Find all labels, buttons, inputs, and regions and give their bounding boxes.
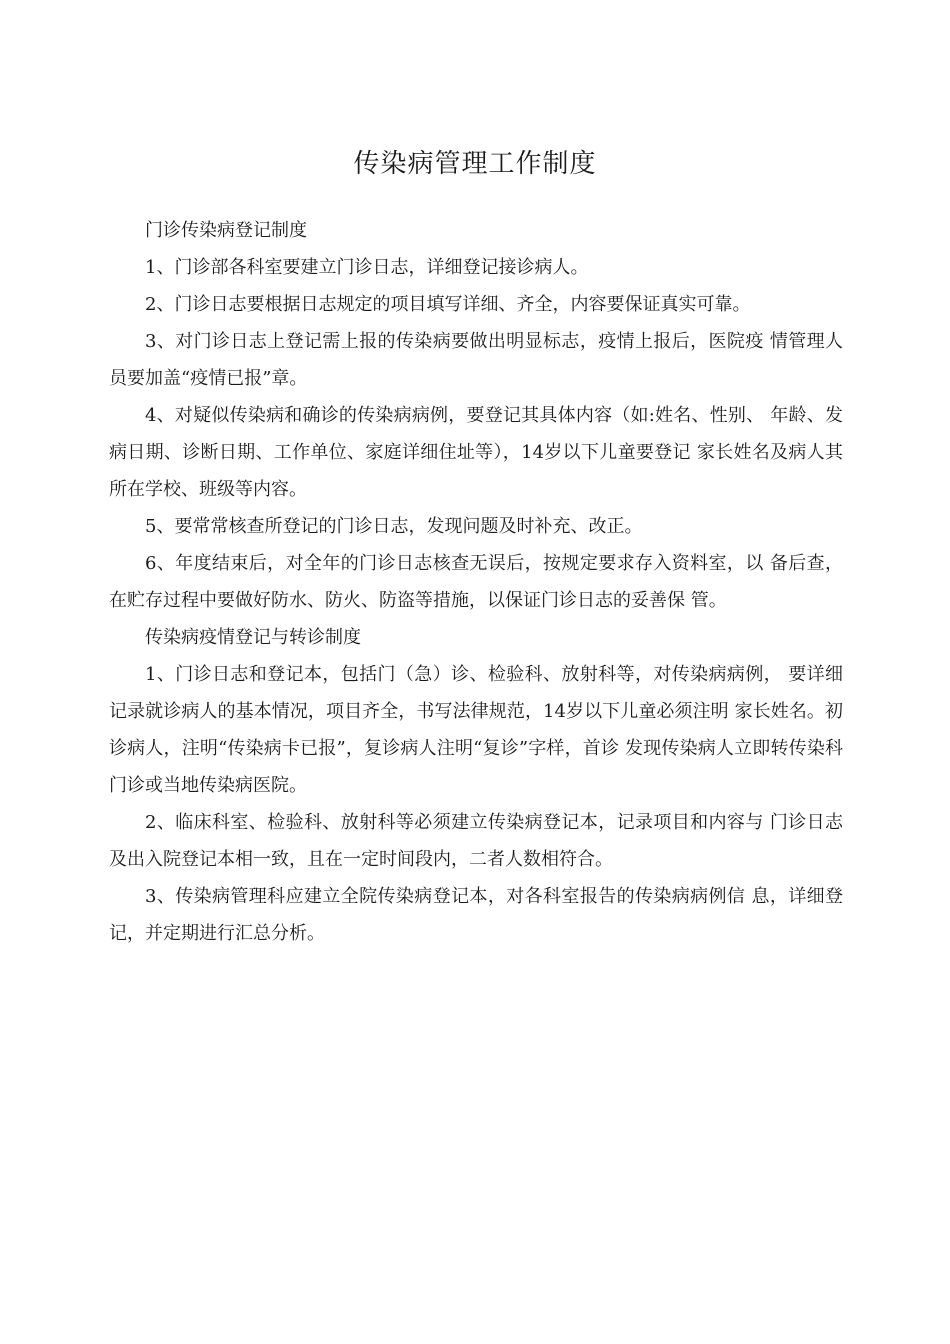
section2-item-1: 1、门诊日志和登记本，包括门（急）诊、检验科、放射科等，对传染病病例， 要详细记录就诊病人的基本情况，项目齐全，书写法律规范，14岁以下儿童必须注明 家长姓名。初诊病人，注明“传染病卡已报”，复诊病人注明“复诊”字样，首诊 发现传染病人立即转传染科门诊或当地传染病医院。 [109, 664, 843, 796]
section1-item-1: 1、门诊部各科室要建立门诊日志，详细登记接诊病人。 [145, 257, 589, 278]
document-title: 传染病管理工作制度 [353, 149, 597, 179]
section-heading-outpatient-registration: 门诊传染病登记制度 [145, 220, 307, 241]
section1-item-2: 2、门诊日志要根据日志规定的项目填写详细、齐全，内容要保证真实可靠。 [145, 294, 751, 315]
section1-item-4: 4、对疑似传染病和确诊的传染病病例，要登记其具体内容（如:姓名、性别、 年龄、发病日期、诊断日期、工作单位、家庭详细住址等），14岁以下儿童要登记 家长姓名及病人其所在学校、班级等内容。 [109, 405, 843, 500]
document-body [109, 212, 843, 952]
section1-item-5: 5、要常常核查所登记的门诊日志，发现问题及时补充、改正。 [145, 516, 643, 537]
section1-item-6: 6、年度结束后，对全年的门诊日志核查无误后，按规定要求存入资料室，以 备后查，在贮存过程中要做好防水、防火、防盗等措施，以保证门诊日志的妥善保 管。 [109, 553, 843, 611]
section-heading-epidemic-registration-referral: 传染病疫情登记与转诊制度 [145, 627, 361, 648]
section2-item-2: 2、临床科室、检验科、放射科等必须建立传染病登记本，记录项目和内容与 门诊日志及出入院登记本相一致，且在一定时间段内，二者人数相符合。 [109, 812, 843, 870]
section1-item-3: 3、对门诊日志上登记需上报的传染病要做出明显标志，疫情上报后，医院疫 情管理人员要加盖“疫情已报”章。 [109, 331, 843, 389]
section2-item-3: 3、传染病管理科应建立全院传染病登记本，对各科室报告的传染病病例信 息，详细登记，并定期进行汇总分析。 [109, 886, 843, 944]
